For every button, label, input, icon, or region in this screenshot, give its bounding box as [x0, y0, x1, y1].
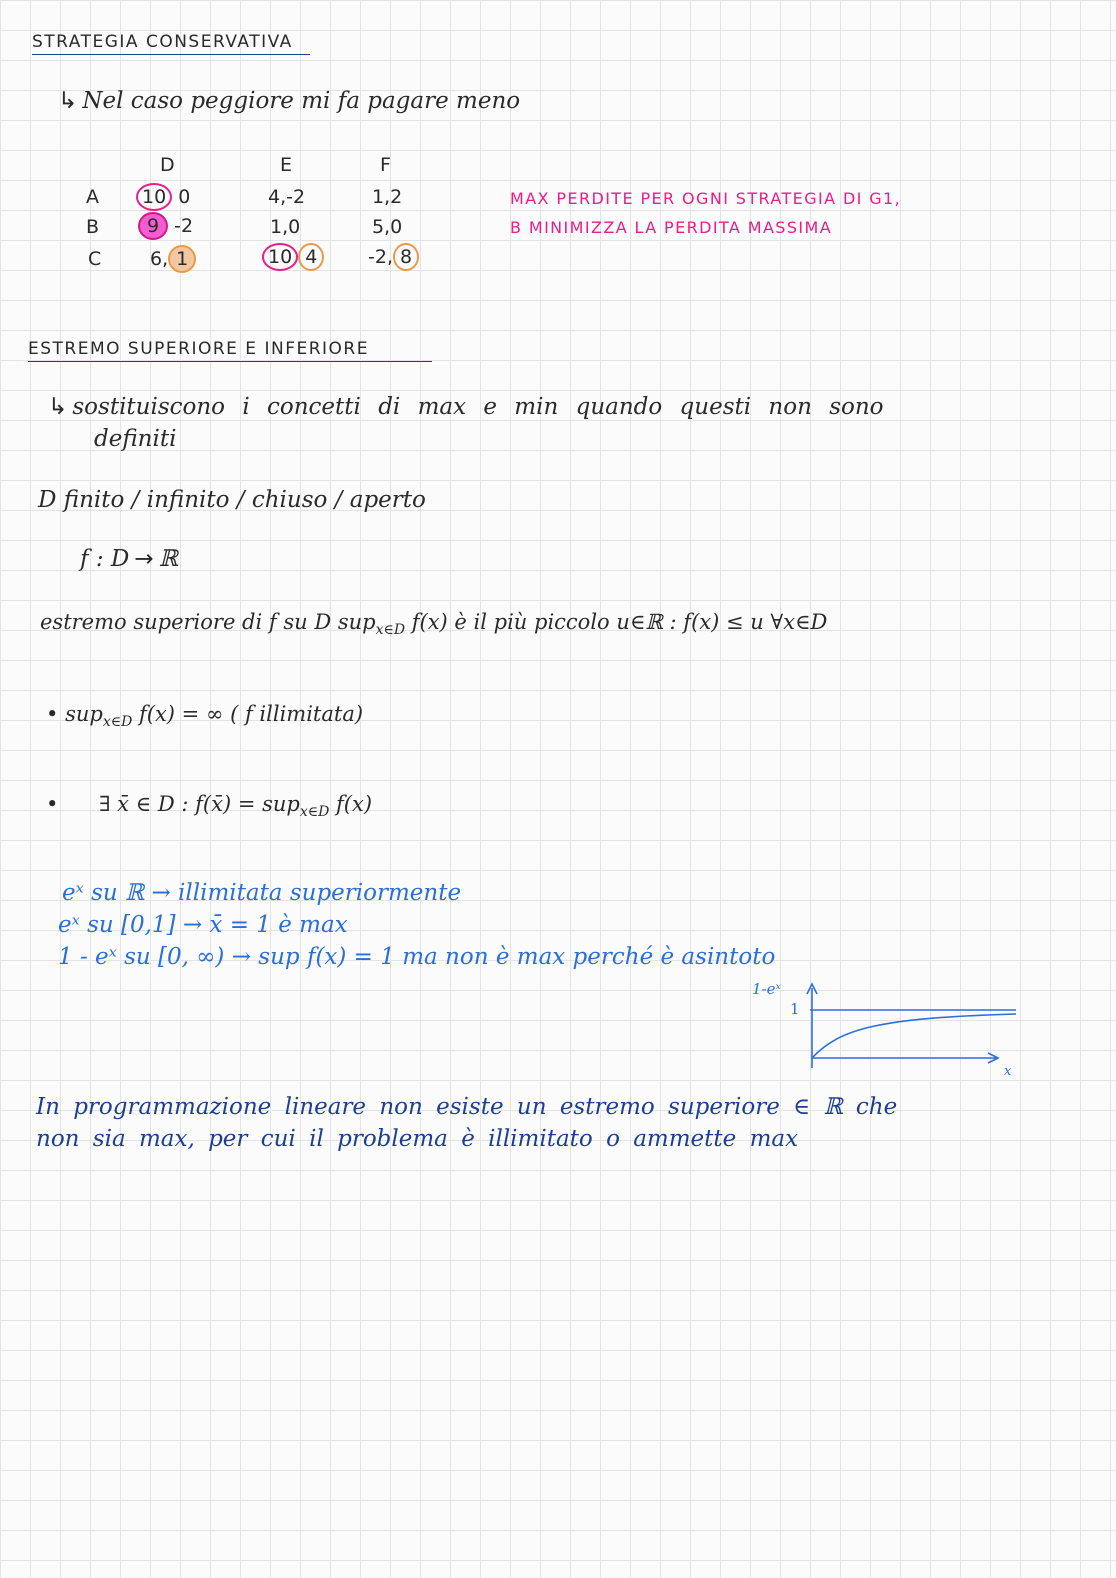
- example-3: 1 - eˣ su [0, ∞) → sup f(x) = 1 ma non è max perché è asintoto: [58, 944, 776, 970]
- definition-line: [40, 610, 827, 638]
- intro-row: [58, 88, 520, 114]
- note-line-2: B MINIMIZZA LA PERDITA MASSIMA: [510, 218, 833, 237]
- definition-start: estremo superiore di f su D sup: [40, 610, 376, 634]
- circled-value: 8: [393, 243, 419, 271]
- conclusion-line-2: non sia max, per cui il problema è illimitato o ammette max: [36, 1126, 799, 1152]
- codomain-text: ℝ: [158, 546, 178, 572]
- cell-af: 1,2: [372, 186, 403, 208]
- row-label-c: C: [88, 248, 102, 270]
- bullet1-subscript: x∈D: [102, 714, 133, 731]
- conclusion-line-1: In programmazione lineare non esiste un estremo superiore ∈ ℝ che: [36, 1094, 898, 1120]
- cell-value: -2,: [368, 246, 393, 268]
- cell-value: 6,: [150, 248, 169, 270]
- cell-cd: [150, 245, 196, 273]
- bullet-dot: •: [46, 792, 59, 816]
- cell-value: 0: [178, 186, 191, 208]
- cell-bf: 5,0: [372, 216, 403, 238]
- bullet1-end: f(x) = ∞ ( f illimitata): [139, 702, 364, 726]
- bullet-dot: •: [46, 702, 59, 726]
- arrow-icon: ↳: [58, 88, 78, 114]
- row-label-a: A: [86, 186, 99, 208]
- intro2-row: [48, 394, 884, 420]
- bullet2-start: ∃ x̄ ∈ D : f(x̄) = sup: [99, 792, 300, 816]
- section-title-strategia: STRATEGIA CONSERVATIVA: [32, 32, 310, 55]
- bullet-1: [46, 702, 363, 730]
- definition-subscript: x∈D: [375, 622, 406, 639]
- col-header-e: E: [280, 154, 293, 176]
- cell-cf: [368, 243, 419, 271]
- cell-bd: [138, 212, 193, 240]
- row-label-b: B: [86, 216, 100, 238]
- note-line-1: MAX PERDITE PER OGNI STRATEGIA DI G1,: [510, 189, 902, 208]
- section-title-estremo: ESTREMO SUPERIORE E INFERIORE: [28, 339, 432, 362]
- example-1: eˣ su ℝ → illimitata superiormente: [62, 880, 462, 906]
- arrow-icon: ↳: [48, 394, 68, 420]
- col-header-d: D: [160, 154, 175, 176]
- function-curve: [812, 1014, 1016, 1058]
- domain-line: D finito / infinito / chiuso / aperto: [38, 487, 426, 513]
- example-2: eˣ su [0,1] → x̄ = 1 è max: [58, 912, 348, 938]
- cell-ad: [136, 183, 190, 211]
- cell-ae: 4,-2: [268, 186, 306, 208]
- graph-xlabel: x: [1004, 1064, 1012, 1079]
- circled-value: 10: [136, 183, 172, 211]
- highlighted-value: 9: [138, 212, 168, 240]
- col-header-f: F: [380, 154, 391, 176]
- function-text: f : D: [80, 546, 130, 572]
- intro2-text-cont: definiti: [94, 426, 177, 452]
- intro2-text: sostituiscono i concetti di max e min quando questi non sono: [72, 394, 884, 420]
- arrow-right-icon: →: [134, 546, 154, 572]
- bullet2-end: f(x): [336, 792, 373, 816]
- circled-value: 10: [262, 243, 298, 271]
- cell-value: -2: [174, 215, 194, 237]
- graph-ylabel: 1-eˣ: [752, 980, 781, 998]
- highlighted-value: 1: [168, 245, 196, 273]
- definition-end: f(x) è il più piccolo u∈ℝ : f(x) ≤ u ∀x∈D: [411, 610, 828, 634]
- bullet2-subscript: x∈D: [299, 804, 330, 821]
- intro-text: Nel caso peggiore mi fa pagare meno: [82, 88, 521, 114]
- function-line: [80, 546, 178, 572]
- bullet1-start: sup: [65, 702, 103, 726]
- cell-be: 1,0: [270, 216, 301, 238]
- asymptote-graph: [740, 978, 1030, 1078]
- cell-ce: [262, 243, 324, 271]
- graph-svg: [800, 978, 1030, 1073]
- circled-value: 4: [298, 243, 324, 271]
- graph-ytick: 1: [790, 1000, 800, 1018]
- bullet-2: [46, 792, 372, 820]
